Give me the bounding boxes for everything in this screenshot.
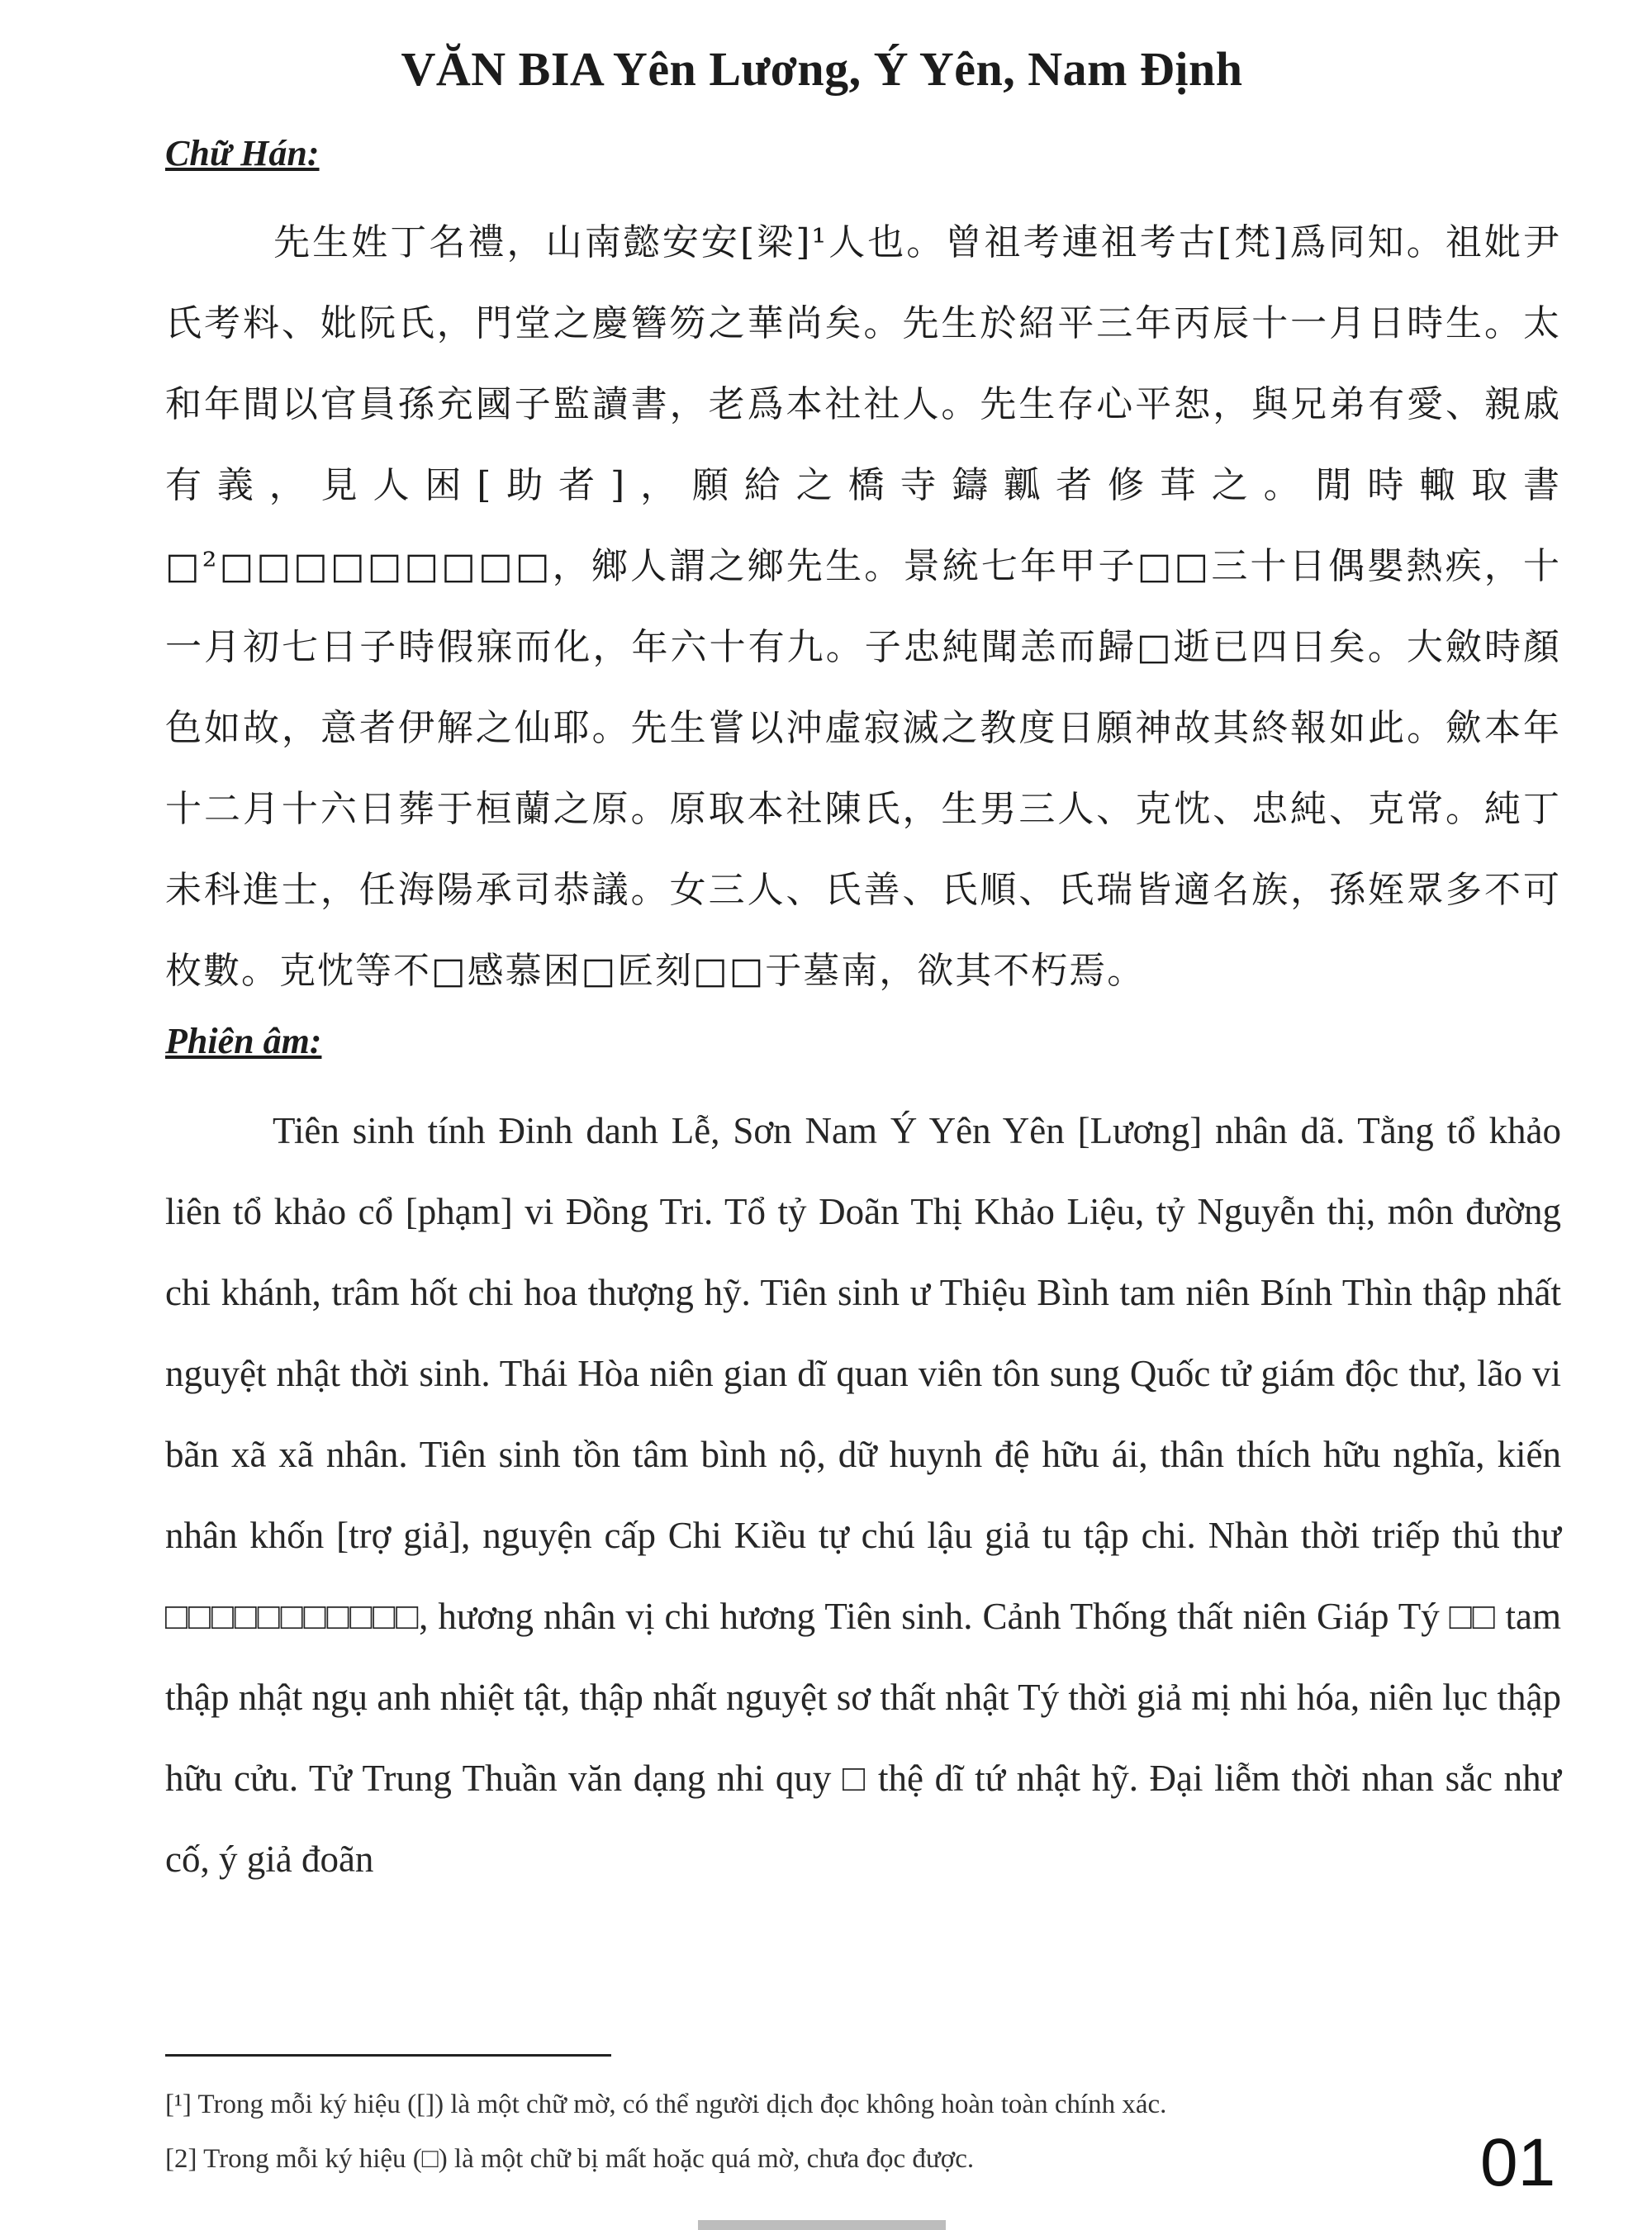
han-text-block (165, 202, 1561, 1012)
footnote-divider (165, 2054, 611, 2057)
section-label-phien-am: Phiên âm: (165, 1021, 322, 1061)
page-title: VĂN BIA Yên Lương, Ý Yên, Nam Định (401, 42, 1243, 96)
footnote-1: [¹] Trong mỗi ký hiệu ([]) là một chữ mờ, có thể người dịch đọc không hoàn toàn chính xác. (165, 2090, 1167, 2119)
section-label-han: Chữ Hán: (165, 133, 320, 173)
bottom-scroll-indicator (698, 2220, 946, 2230)
han-text: 先生姓丁名禮，山南懿安安[梁]¹人也。曾祖考連祖考古[梵]爲同知。祖妣尹氏考料、妣阮氏，門堂之慶簪笏之華尚矣。先生於紹平三年丙辰十一月日時生。太和年間以官員孫充國子監讀書，老爲本社社人。先生存心平恕，與兄弟有愛、親戚有義，見人困[助者]，願給之橋寺鑄瓤者修茸之。閒時輙取書□²□□□□□□□□□，鄉人謂之鄉先生。景統七年甲子□□三十日偶嬰熱疾，十一月初七日子時假寐而化，年六十有九。子忠純聞恙而歸□逝已四日矣。大斂時顏色如故，意者伊解之仙耶。先生嘗以沖虛寂滅之教度日願神故其終報如此。歛本年十二月十六日葬于桓蘭之原。原取本社陳氏，生男三人、克忱、忠純、克常。純丁未科進士，任海陽承司恭議。女三人、氏善、氏順、氏瑞皆適名族，孫姪眾多不可枚數。克忱等不□感慕困□匠刻□□于墓南，欲其不朽焉。 (165, 221, 1561, 992)
page-number: 01 (1480, 2125, 1556, 2200)
phien-am-text: Tiên sinh tính Đinh danh Lễ, Sơn Nam Ý Yên Yên [Lương] nhân dã. Tằng tổ khảo liên tổ khảo cổ [phạm] vi Đồng Tri. Tổ tỷ Doãn Thị Khảo Liệu, tỷ Nguyễn thị, môn đường chi khánh, trâm hốt chi hoa thượng hỹ. Tiên sinh ư Thiệu Bình tam niên Bính Thìn thập nhất nguyệt nhật thời sinh. Thái Hòa niên gian dĩ quan viên tôn sung Quốc tử giám độc thư, lão vi bãn xã xã nhân. Tiên sinh tồn tâm bình nộ, dữ huynh đệ hữu ái, thân thích hữu nghĩa, kiến nhân khốn [trợ giả], nguyện cấp Chi Kiều tự chú lậu giả tu tập chi. Nhàn thời triếp thủ thư □□□□□□□□□□□, hương nhân vị chi hương Tiên sinh. Cảnh Thống thất niên Giáp Tý □□ tam thập nhật ngụ anh nhiệt tật, thập nhất nguyệt sơ thất nhật Tý thời giả mị nhi hóa, niên lục thập hữu cửu. Tử Trung Thuần văn dạng nhi quy □ thệ dĩ tứ nhật hỹ. Đại liễm thời nhan sắc như cố, ý giả đoãn (165, 1110, 1561, 1880)
footnotes (165, 2077, 1454, 2186)
phien-am-text-block (165, 1090, 1561, 1900)
footnote-2: [2] Trong mỗi ký hiệu (□) là một chữ bị mất hoặc quá mờ, chưa đọc được. (165, 2144, 975, 2174)
